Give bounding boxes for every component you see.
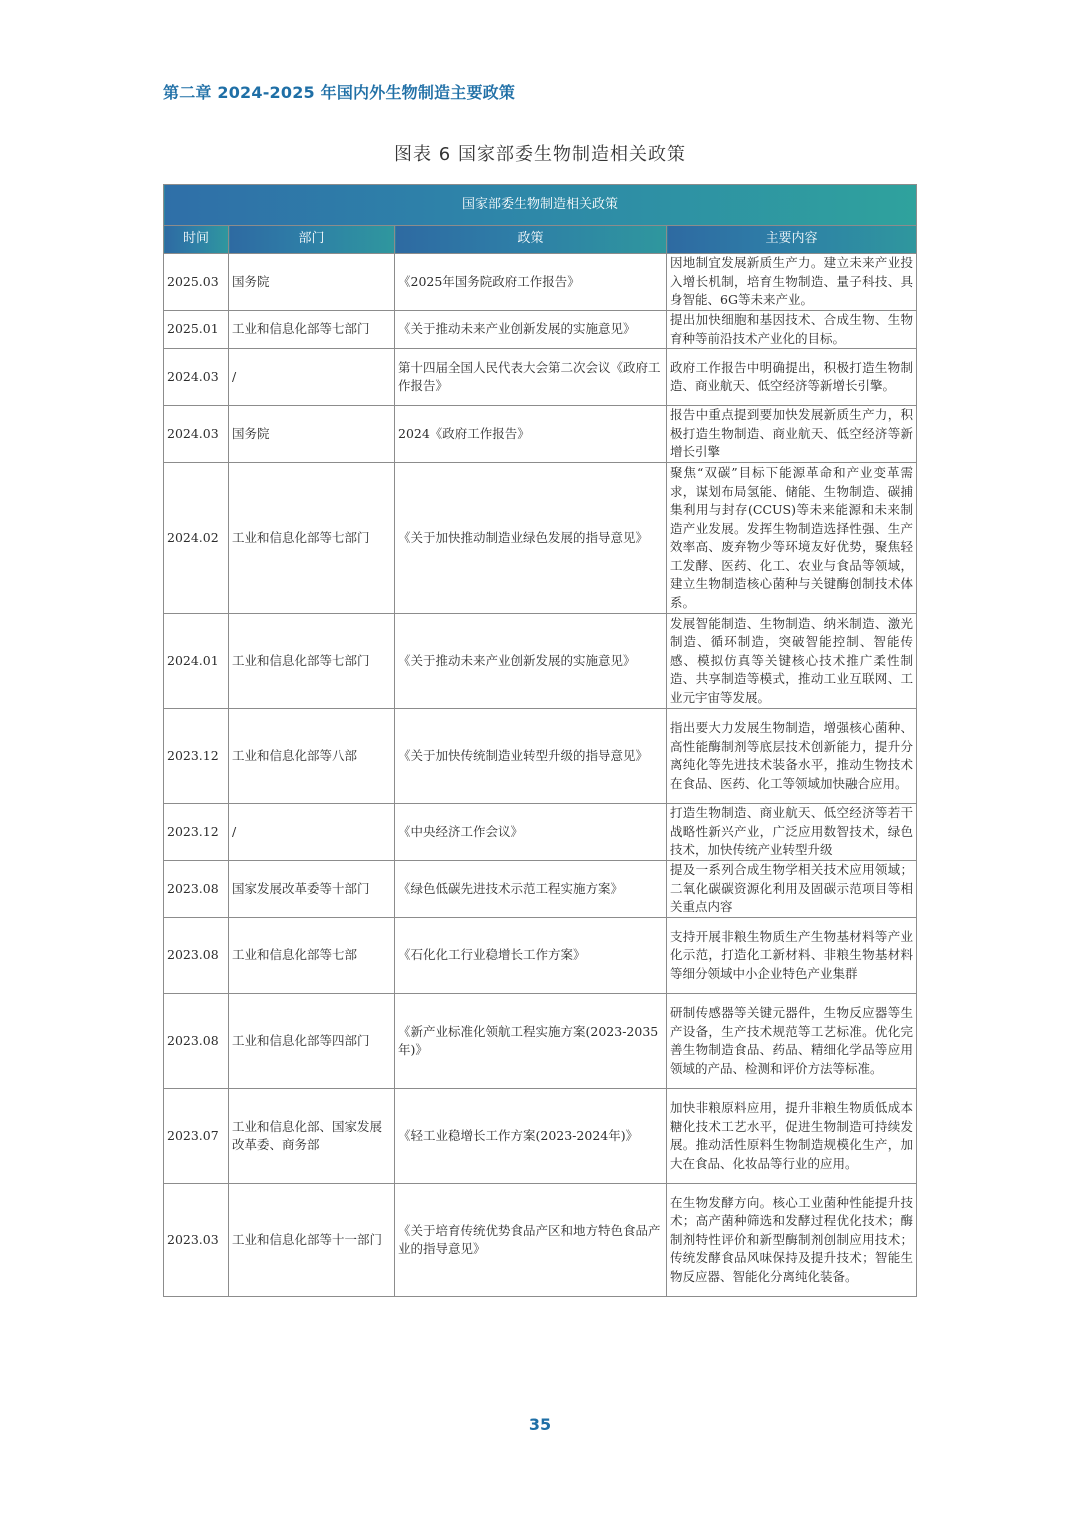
cell-time: 2024.03 — [164, 406, 229, 463]
table-banner-title: 国家部委生物制造相关政策 — [164, 185, 917, 226]
cell-time: 2024.02 — [164, 463, 229, 614]
cell-department: 国务院 — [229, 406, 395, 463]
cell-policy: 《关于推动未来产业创新发展的实施意见》 — [395, 311, 667, 349]
table-row — [164, 311, 917, 349]
cell-policy: 《关于加快推动制造业绿色发展的指导意见》 — [395, 463, 667, 614]
cell-content: 加快非粮原料应用，提升非粮生物质低成本糖化技术工艺水平，促进生物制造可持续发展。推动活性原料生物制造规模化生产，加大在食品、化妆品等行业的应用。 — [667, 1089, 917, 1184]
cell-policy: 第十四届全国人民代表大会第二次会议《政府工作报告》 — [395, 349, 667, 406]
cell-time: 2023.12 — [164, 804, 229, 861]
table-row — [164, 804, 917, 861]
cell-time: 2023.08 — [164, 861, 229, 918]
cell-content: 打造生物制造、商业航天、低空经济等若干战略性新兴产业，广泛应用数智技术，绿色技术，加快传统产业转型升级 — [667, 804, 917, 861]
table-row — [164, 918, 917, 994]
page-number: 35 — [528, 1415, 552, 1434]
cell-policy: 2024《政府工作报告》 — [395, 406, 667, 463]
table-row — [164, 406, 917, 463]
cell-department: 工业和信息化部等八部 — [229, 709, 395, 804]
cell-department: 工业和信息化部、国家发展改革委、商务部 — [229, 1089, 395, 1184]
cell-content: 指出要大力发展生物制造，增强核心菌种、高性能酶制剂等底层技术创新能力，提升分离纯化等先进技术装备水平，推动生物技术在食品、医药、化工等领域加快融合应用。 — [667, 709, 917, 804]
cell-department: 工业和信息化部等七部门 — [229, 311, 395, 349]
header-department: 部门 — [229, 226, 395, 254]
cell-department: 工业和信息化部等七部 — [229, 918, 395, 994]
cell-time: 2023.08 — [164, 918, 229, 994]
cell-department: / — [229, 804, 395, 861]
cell-policy: 《关于培育传统优势食品产区和地方特色食品产业的指导意见》 — [395, 1184, 667, 1297]
table-row — [164, 994, 917, 1089]
table-row — [164, 861, 917, 918]
chapter-heading: 第二章 2024-2025 年国内外生物制造主要政策 — [163, 83, 516, 102]
cell-department: 工业和信息化部等七部门 — [229, 614, 395, 709]
cell-policy: 《石化化工行业稳增长工作方案》 — [395, 918, 667, 994]
table-header-row — [164, 226, 917, 254]
cell-time: 2023.07 — [164, 1089, 229, 1184]
cell-time: 2024.01 — [164, 614, 229, 709]
cell-content: 报告中重点提到要加快发展新质生产力，积极打造生物制造、商业航天、低空经济等新增长引擎 — [667, 406, 917, 463]
cell-policy: 《关于加快传统制造业转型升级的指导意见》 — [395, 709, 667, 804]
cell-time: 2023.12 — [164, 709, 229, 804]
cell-policy: 《中央经济工作会议》 — [395, 804, 667, 861]
cell-time: 2025.01 — [164, 311, 229, 349]
cell-time: 2023.08 — [164, 994, 229, 1089]
cell-content: 发展智能制造、生物制造、纳米制造、激光制造、循环制造，突破智能控制、智能传感、模拟仿真等关键核心技术推广柔性制造、共享制造等模式，推动工业互联网、工业元宇宙等发展。 — [667, 614, 917, 709]
policy-table-container — [163, 184, 916, 1297]
cell-department: 工业和信息化部等十一部门 — [229, 1184, 395, 1297]
cell-content: 支持开展非粮生物质生产生物基材料等产业化示范，打造化工新材料、非粮生物基材料等细分领域中小企业特色产业集群 — [667, 918, 917, 994]
table-row — [164, 254, 917, 311]
cell-content: 提及一系列合成生物学相关技术应用领域；二氧化碳碳资源化利用及固碳示范项目等相关重点内容 — [667, 861, 917, 918]
cell-time: 2024.03 — [164, 349, 229, 406]
table-row — [164, 709, 917, 804]
header-policy: 政策 — [395, 226, 667, 254]
policy-table — [163, 184, 917, 1297]
cell-department: / — [229, 349, 395, 406]
cell-policy: 《2025年国务院政府工作报告》 — [395, 254, 667, 311]
cell-content: 因地制宜发展新质生产力。建立未来产业投入增长机制，培育生物制造、量子科技、具身智能、6G等未来产业。 — [667, 254, 917, 311]
table-row — [164, 614, 917, 709]
table-banner-row — [164, 185, 917, 226]
header-time: 时间 — [164, 226, 229, 254]
cell-content: 在生物发酵方向。核心工业菌种性能提升技术；高产菌种筛选和发酵过程优化技术；酶制剂特性评价和新型酶制剂创制应用技术；传统发酵食品风味保持及提升技术；智能生物反应器、智能化分离纯化装备。 — [667, 1184, 917, 1297]
cell-time: 2023.03 — [164, 1184, 229, 1297]
cell-content: 政府工作报告中明确提出，积极打造生物制造、商业航天、低空经济等新增长引擎。 — [667, 349, 917, 406]
cell-content: 聚焦“双碳”目标下能源革命和产业变革需求，谋划布局氢能、储能、生物制造、碳捕集利用与封存(CCUS)等未来能源和未来制造产业发展。发挥生物制造选择性强、生产效率高、废弃物少等环境友好优势，聚焦轻工发酵、医药、化工、农业与食品等领域，建立生物制造核心菌种与关键酶创制技术体系。 — [667, 463, 917, 614]
cell-department: 工业和信息化部等四部门 — [229, 994, 395, 1089]
header-main-content: 主要内容 — [667, 226, 917, 254]
cell-policy: 《绿色低碳先进技术示范工程实施方案》 — [395, 861, 667, 918]
cell-department: 工业和信息化部等七部门 — [229, 463, 395, 614]
cell-policy: 《新产业标准化领航工程实施方案(2023-2035年)》 — [395, 994, 667, 1089]
cell-time: 2025.03 — [164, 254, 229, 311]
cell-policy: 《关于推动未来产业创新发展的实施意见》 — [395, 614, 667, 709]
cell-department: 国家发展改革委等十部门 — [229, 861, 395, 918]
cell-policy: 《轻工业稳增长工作方案(2023-2024年)》 — [395, 1089, 667, 1184]
table-row — [164, 349, 917, 406]
table-row — [164, 463, 917, 614]
table-row — [164, 1184, 917, 1297]
cell-department: 国务院 — [229, 254, 395, 311]
cell-content: 研制传感器等关键元器件，生物反应器等生产设备，生产技术规范等工艺标准。优化完善生物制造食品、药品、精细化学品等应用领域的产品、检测和评价方法等标准。 — [667, 994, 917, 1089]
figure-caption: 图表 6 国家部委生物制造相关政策 — [394, 144, 686, 165]
table-row — [164, 1089, 917, 1184]
cell-content: 提出加快细胞和基因技术、合成生物、生物育种等前沿技术产业化的目标。 — [667, 311, 917, 349]
